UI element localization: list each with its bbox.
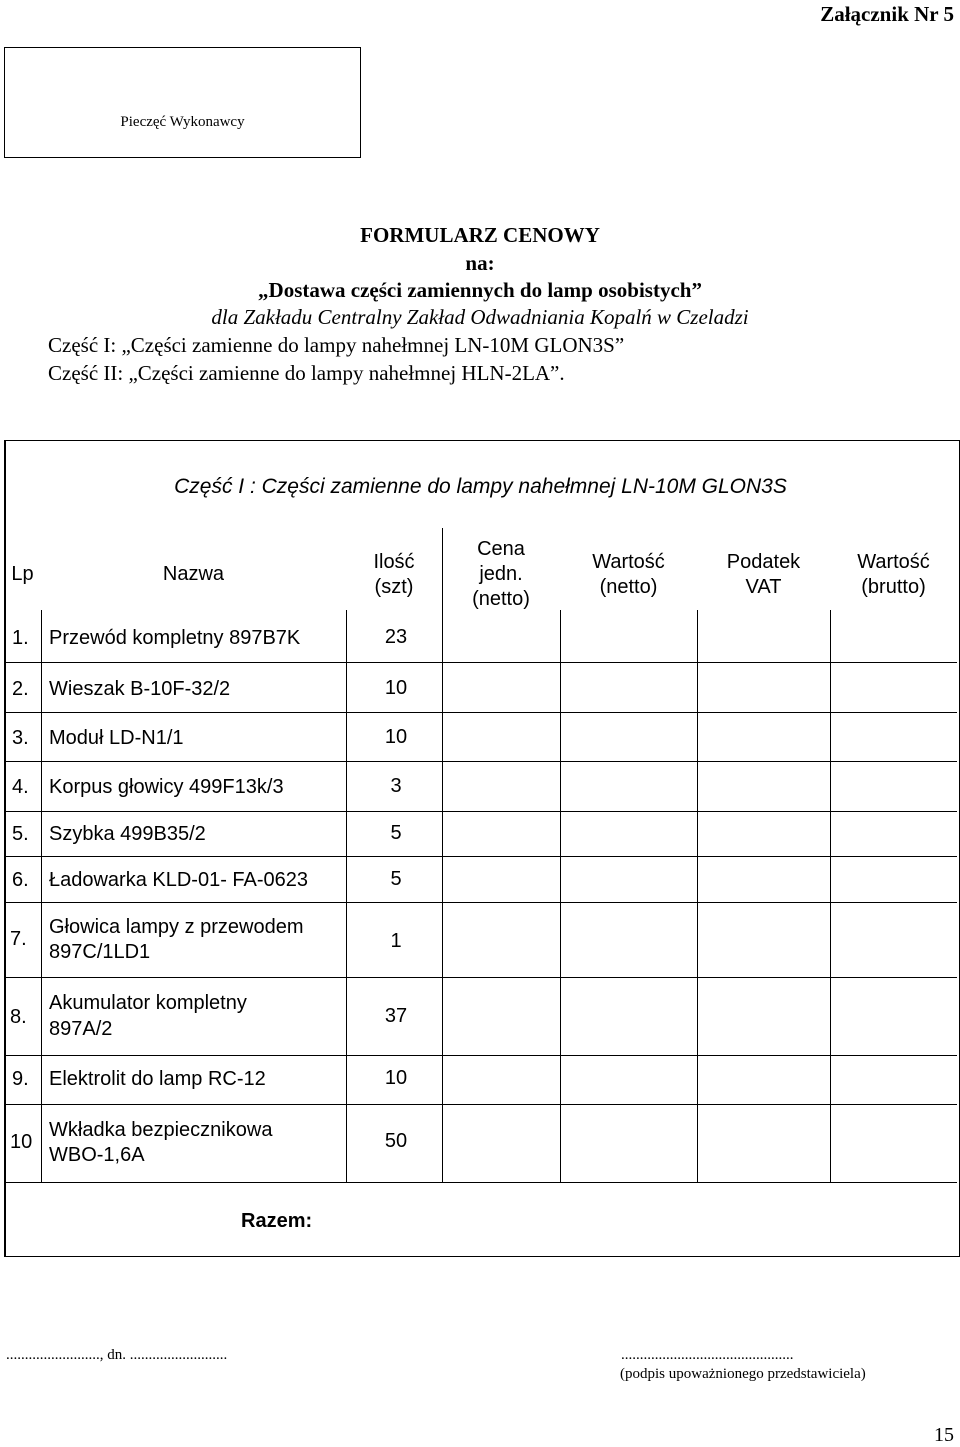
- table-title: Część I : Części zamienne do lampy nahełmnej LN-10M GLON3S: [174, 475, 787, 498]
- row-name: Elektrolit do lamp RC-12: [49, 1068, 266, 1090]
- header-vat-1: Podatek: [726, 551, 801, 573]
- row-qty: 50: [384, 1130, 408, 1152]
- place-date-line: ........................., dn. ..........................: [6, 1347, 228, 1363]
- row-line: [4, 662, 957, 663]
- row-qty: 1: [390, 930, 402, 952]
- form-na: na:: [465, 251, 495, 275]
- header-qty-2: (szt): [374, 576, 414, 598]
- stamp-label: Pieczęć Wykonawcy: [120, 114, 245, 130]
- row-line: [4, 856, 957, 857]
- row-name-line-1: Wkładka bezpiecznikowa: [49, 1119, 273, 1141]
- row-name-line-1: Akumulator kompletny: [49, 992, 247, 1014]
- row-lp: 2.: [12, 678, 29, 700]
- row-name-line-2: WBO-1,6A: [49, 1144, 145, 1166]
- col-line-net: [697, 610, 698, 1182]
- row-lp: 3.: [12, 727, 29, 749]
- signature-caption: (podpis upoważnionego przedstawiciela): [620, 1366, 866, 1382]
- col-line-vat: [830, 610, 831, 1182]
- row-qty: 5: [390, 868, 402, 890]
- row-name: Wieszak B-10F-32/2: [49, 678, 231, 700]
- col-line-price: [560, 610, 561, 1182]
- row-name: Szybka 499B35/2: [49, 823, 206, 845]
- row-qty: 10: [384, 677, 408, 699]
- header-lp: Lp: [11, 563, 34, 585]
- row-name-line-2: 897A/2: [49, 1018, 113, 1040]
- page-number: 15: [934, 1424, 954, 1446]
- contractor-stamp-box: [4, 47, 361, 158]
- annex-number: Załącznik Nr 5: [820, 2, 954, 26]
- row-qty: 37: [384, 1005, 408, 1027]
- row-qty: 3: [390, 775, 402, 797]
- row-qty: 5: [390, 822, 402, 844]
- form-title: FORMULARZ CENOWY: [360, 223, 600, 247]
- header-price-1: Cena: [477, 538, 525, 560]
- row-line: [4, 902, 957, 903]
- row-name: Moduł LD-N1/1: [49, 727, 184, 749]
- row-line: [4, 811, 957, 812]
- row-lp: 1.: [12, 627, 29, 649]
- col-line-name: [346, 610, 347, 1182]
- row-lp: 9.: [12, 1068, 29, 1090]
- header-name: Nazwa: [162, 563, 225, 585]
- row-line: [4, 1104, 957, 1105]
- total-label: Razem:: [241, 1210, 313, 1232]
- row-name: Przewód kompletny 897B7K: [49, 627, 301, 649]
- row-line: [4, 1055, 957, 1056]
- row-name-line-2: 897C/1LD1: [49, 941, 151, 963]
- form-subject: „Dostawa części zamiennych do lamp osobistych”: [258, 278, 702, 302]
- header-price-3: (netto): [472, 588, 530, 610]
- row-name: Ładowarka KLD-01- FA-0623: [49, 869, 309, 891]
- row-name-line-1: Głowica lampy z przewodem: [49, 916, 304, 938]
- form-plant: dla Zakładu Centralny Zakład Odwadniania Kopalń w Czeladzi: [211, 305, 749, 329]
- row-name: Korpus głowicy 499F13k/3: [49, 776, 284, 798]
- row-lp: 8.: [10, 1006, 27, 1028]
- header-vat-2: VAT: [745, 576, 782, 598]
- header-gross-2: (brutto): [861, 576, 926, 598]
- header-net-1: Wartość: [592, 551, 665, 573]
- row-line: [4, 977, 957, 978]
- header-price-2: jedn.: [479, 563, 523, 585]
- col-line-lp: [41, 610, 42, 1182]
- row-qty: 10: [384, 1067, 408, 1089]
- row-lp: 10: [10, 1131, 33, 1153]
- row-lp: 7.: [10, 928, 27, 950]
- row-lp: 4.: [12, 776, 29, 798]
- row-lp: 5.: [12, 823, 29, 845]
- row-qty: 10: [384, 726, 408, 748]
- col-line-qty: [442, 528, 443, 1182]
- row-lp: 6.: [12, 869, 29, 891]
- row-line: [4, 712, 957, 713]
- row-line: [4, 761, 957, 762]
- signature-line: ..............................................: [621, 1347, 794, 1363]
- row-line: [4, 1182, 957, 1183]
- header-gross-1: Wartość: [857, 551, 930, 573]
- header-net-2: (netto): [599, 576, 658, 598]
- form-part-2: Część II: „Części zamienne do lampy nahełmnej HLN-2LA”.: [48, 361, 565, 385]
- row-qty: 23: [384, 626, 408, 648]
- header-qty-1: Ilość: [373, 551, 415, 573]
- form-part-1: Część I: „Części zamienne do lampy nahełmnej LN-10M GLON3S”: [48, 333, 625, 357]
